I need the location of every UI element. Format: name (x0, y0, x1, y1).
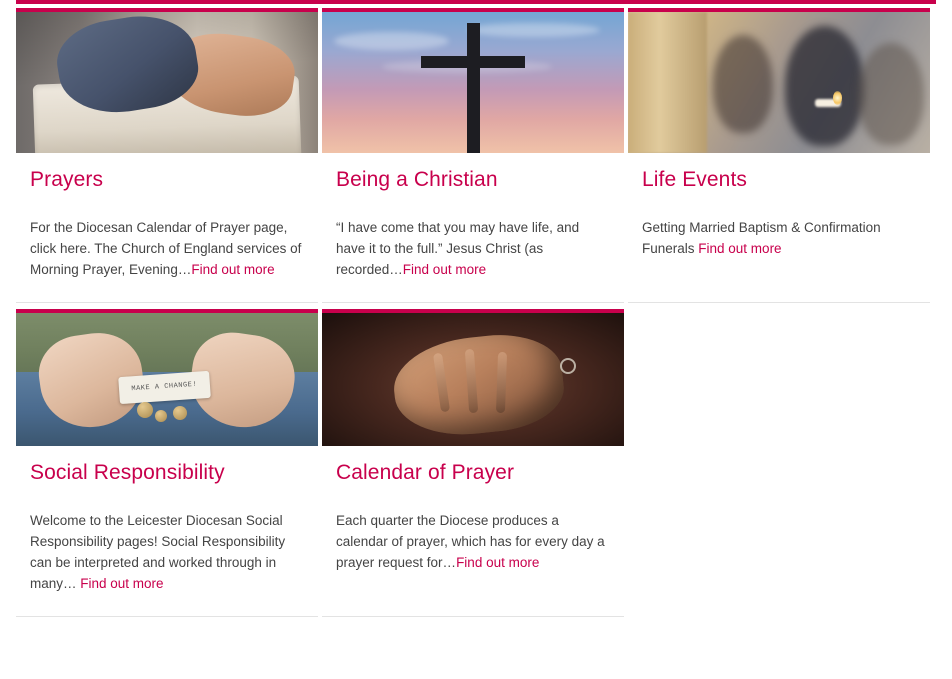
card-excerpt-text: For the Diocesan Calendar of Prayer page, click here. The Church of England services of Morning Prayer, Evening… (30, 220, 302, 277)
card-excerpt (642, 217, 916, 259)
card-excerpt (336, 510, 610, 573)
card-life-events[interactable] (628, 8, 930, 303)
card-image-life-events[interactable] (628, 12, 930, 153)
card-image-prayers[interactable] (16, 12, 318, 153)
card-excerpt (30, 510, 304, 594)
card-being-a-christian[interactable] (322, 8, 624, 303)
card-title[interactable]: Prayers (30, 168, 104, 191)
find-out-more-link[interactable]: Find out more (456, 555, 540, 570)
card-excerpt-text: Getting Married Baptism & Confirmation Funerals (642, 220, 881, 256)
find-out-more-link[interactable]: Find out more (191, 262, 275, 277)
card-title[interactable]: Being a Christian (336, 168, 498, 191)
card-excerpt-text: Welcome to the Leicester Diocesan Social Responsibility pages! Social Responsibility can be interpreted and worked through in many… (30, 513, 286, 591)
card-social-responsibility[interactable] (16, 309, 318, 617)
card-title[interactable]: Calendar of Prayer (336, 461, 515, 484)
card-grid (16, 8, 936, 623)
card-excerpt-text: Each quarter the Diocese produces a calendar of prayer, which has for every day a prayer request for… (336, 513, 605, 570)
card-title[interactable]: Social Responsibility (30, 461, 225, 484)
find-out-more-link[interactable]: Find out more (402, 262, 487, 277)
card-excerpt (30, 217, 304, 280)
card-image-social-responsibility[interactable]: MAKE A CHANGE! (16, 313, 318, 446)
card-calendar-of-prayer[interactable] (322, 309, 624, 617)
card-title[interactable]: Life Events (642, 168, 747, 191)
find-out-more-link[interactable]: Find out more (80, 576, 164, 591)
top-accent-rule (16, 0, 936, 4)
card-excerpt (336, 217, 610, 280)
find-out-more-link[interactable]: Find out more (698, 241, 782, 256)
card-prayers[interactable] (16, 8, 318, 303)
card-image-being-a-christian[interactable] (322, 12, 624, 153)
card-image-calendar-of-prayer[interactable] (322, 313, 624, 446)
card-excerpt-text: “I have come that you may have life, and have it to the full.” Jesus Christ (as recorded… (336, 220, 580, 277)
